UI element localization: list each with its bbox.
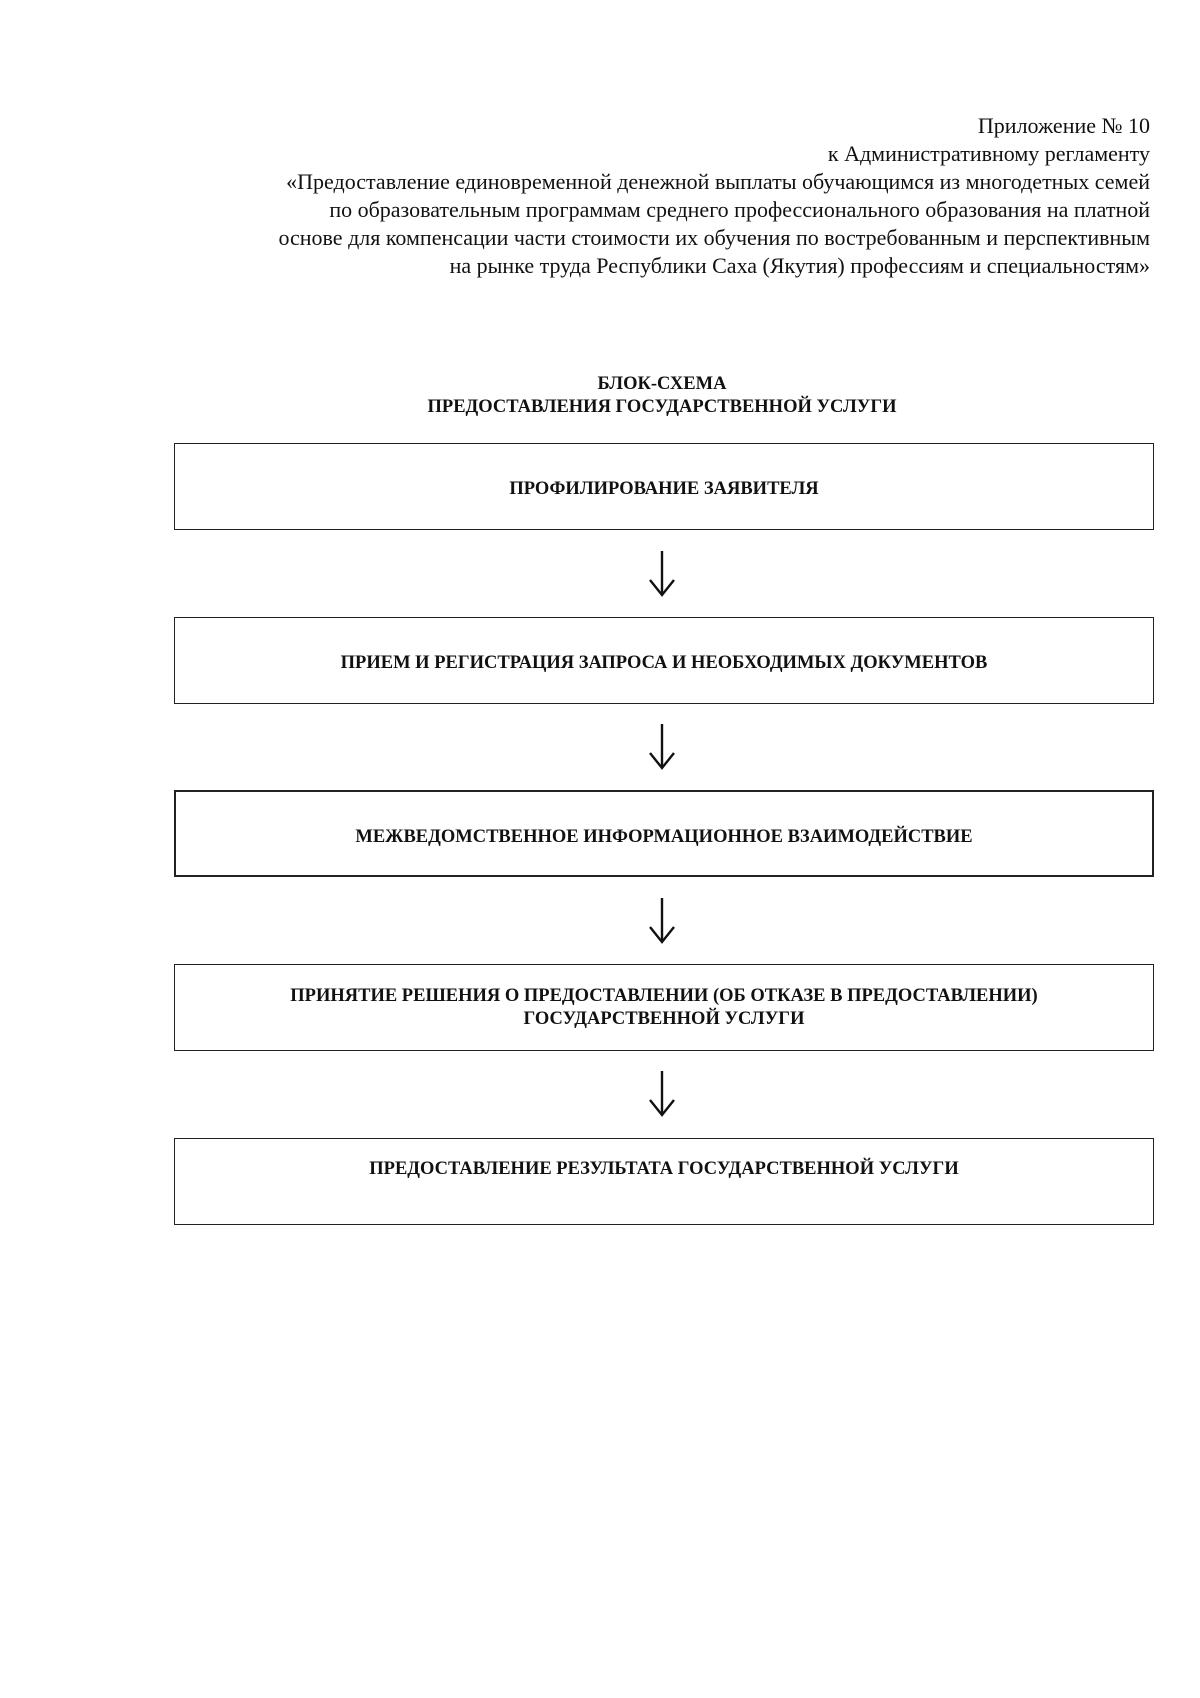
appendix-line: Приложение № 10 bbox=[977, 113, 1150, 138]
step-box-result-delivery bbox=[174, 1138, 1154, 1225]
arrow-down-icon bbox=[647, 896, 677, 946]
step-box-request-registration bbox=[174, 617, 1154, 704]
scheme-title-line-2: ПРЕДОСТАВЛЕНИЯ ГОСУДАРСТВЕННОЙ УСЛУГИ bbox=[427, 397, 897, 417]
appendix-line: «Предоставление единовременной денежной выплаты обучающимся из многодетных семей bbox=[286, 169, 1150, 194]
step-box-interagency-interaction bbox=[174, 790, 1154, 877]
appendix-line: по образовательным программам среднего профессионального образования на платной bbox=[329, 197, 1150, 222]
step-box-applicant-profiling bbox=[174, 443, 1154, 530]
step-label: ПРЕДОСТАВЛЕНИЕ РЕЗУЛЬТАТА ГОСУДАРСТВЕННОЙ УСЛУГИ bbox=[369, 1159, 959, 1179]
step-label: ПРИНЯТИЕ РЕШЕНИЯ О ПРЕДОСТАВЛЕНИИ (ОБ ОТКАЗЕ В ПРЕДОСТАВЛЕНИИ) ГОСУДАРСТВЕННОЙ УСЛУГИ bbox=[290, 986, 1038, 1029]
step-label: ПРИЕМ И РЕГИСТРАЦИЯ ЗАПРОСА И НЕОБХОДИМЫХ ДОКУМЕНТОВ bbox=[340, 653, 988, 673]
scheme-title-line-1: БЛОК-СХЕМА bbox=[597, 374, 727, 394]
appendix-line: основе для компенсации части стоимости их обучения по востребованным и перспективным bbox=[278, 225, 1150, 250]
step-box-decision bbox=[174, 964, 1154, 1051]
step-label: МЕЖВЕДОМСТВЕННОЕ ИНФОРМАЦИОННОЕ ВЗАИМОДЕЙСТВИЕ bbox=[355, 827, 973, 847]
appendix-line: на рынке труда Республики Саха (Якутия) профессиям и специальностям» bbox=[449, 253, 1150, 278]
arrow-down-icon bbox=[647, 549, 677, 599]
arrow-down-icon bbox=[647, 722, 677, 772]
appendix-line: к Административному регламенту bbox=[827, 141, 1150, 166]
arrow-down-icon bbox=[647, 1069, 677, 1119]
step-label: ПРОФИЛИРОВАНИЕ ЗАЯВИТЕЛЯ bbox=[509, 479, 819, 499]
